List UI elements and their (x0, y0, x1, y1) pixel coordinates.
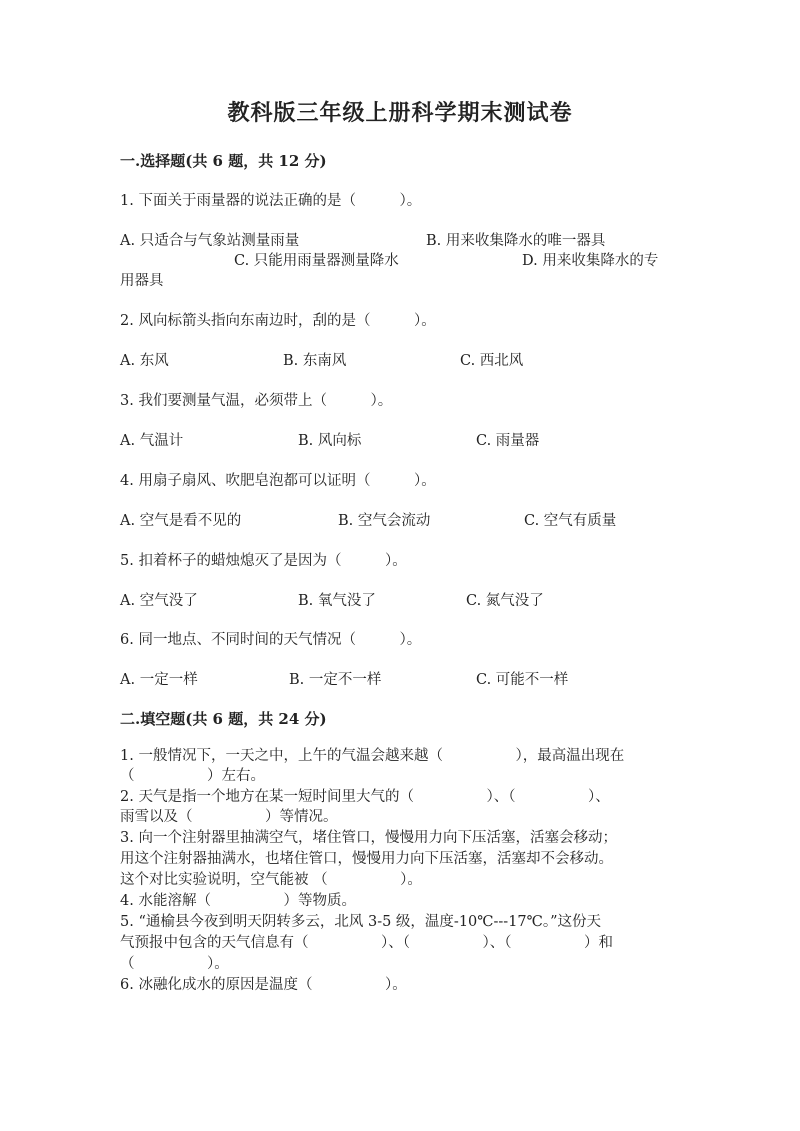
question-6-option-a: A. 一定一样 (120, 672, 198, 688)
question-1-option-d: D. 用来收集降水的专 (522, 253, 659, 269)
question-4-stem: 4. 用扇子扇风、吹肥皂泡都可以证明（ ）。 (120, 473, 436, 489)
question-3-option-c: C. 雨量器 (476, 433, 540, 449)
question-4-option-c: C. 空气有质量 (524, 513, 617, 529)
section-heading-choice: 一.选择题(共 6 题，共 12 分) (120, 152, 327, 170)
question-3-option-b: B. 风向标 (298, 433, 362, 449)
fill-in-line: （ ）。 (120, 956, 229, 972)
fill-in-line: 这个对比实验说明，空气能被 （ ）。 (120, 872, 422, 888)
question-1-option-a: A. 只适合与气象站测量雨量 (120, 233, 300, 249)
section-heading-fill-in: 二.填空题(共 6 题，共 24 分) (120, 710, 327, 728)
question-2-option-b: B. 东南风 (283, 353, 347, 369)
question-2-option-c: C. 西北风 (460, 353, 524, 369)
question-6-option-c: C. 可能不一样 (476, 672, 569, 688)
page-title: 教科版三年级上册科学期末测试卷 (227, 100, 573, 126)
fill-in-line: 5. “通榆县今夜到明天阴转多云，北风 3-5 级，温度-10℃---17℃。”这份天 (120, 914, 602, 930)
question-5-stem: 5. 扣着杯子的蜡烛熄灭了是因为（ ）。 (120, 553, 407, 569)
fill-in-line: 1. 一般情况下，一天之中，上午的气温会越来越（ ），最高温出现在 (120, 748, 625, 764)
question-4-option-a: A. 空气是看不见的 (120, 513, 242, 529)
fill-in-line: （ ）左右。 (120, 768, 265, 784)
fill-in-line: 雨雪以及（ ）等情况。 (120, 809, 338, 825)
question-6-stem: 6. 同一地点、不同时间的天气情况（ ）。 (120, 632, 422, 648)
fill-in-line: 2. 天气是指一个地方在某一短时间里大气的（ ）、（ ）、 (120, 789, 610, 805)
question-2-option-a: A. 东风 (120, 353, 169, 369)
question-5-option-b: B. 氧气没了 (298, 593, 376, 609)
fill-in-line: 6. 冰融化成水的原因是温度（ ）。 (120, 977, 407, 993)
question-4-option-b: B. 空气会流动 (338, 513, 431, 529)
question-1-option-d-continued: 用器具 (120, 273, 164, 289)
question-3-stem: 3. 我们要测量气温，必须带上（ ）。 (120, 393, 393, 409)
question-3-option-a: A. 气温计 (120, 433, 184, 449)
question-1-option-b: B. 用来收集降水的唯一器具 (426, 233, 606, 249)
fill-in-line: 用这个注射器抽满水，也堵住管口，慢慢用力向下压活塞，活塞却不会移动。 (120, 851, 613, 867)
question-5-option-a: A. 空气没了 (120, 593, 198, 609)
question-1-stem: 1. 下面关于雨量器的说法正确的是（ ）。 (120, 193, 422, 209)
question-1-option-c: C. 只能用雨量器测量降水 (234, 253, 399, 269)
fill-in-line: 4. 水能溶解（ ）等物质。 (120, 893, 356, 909)
question-5-option-c: C. 氮气没了 (466, 593, 544, 609)
question-2-stem: 2. 风向标箭头指向东南边时，刮的是（ ）。 (120, 313, 436, 329)
question-6-option-b: B. 一定不一样 (289, 672, 382, 688)
fill-in-line: 3. 向一个注射器里抽满空气，堵住管口，慢慢用力向下压活塞，活塞会移动； (120, 830, 617, 846)
fill-in-line: 气预报中包含的天气信息有（ ）、（ ）、（ ）和 (120, 935, 613, 951)
